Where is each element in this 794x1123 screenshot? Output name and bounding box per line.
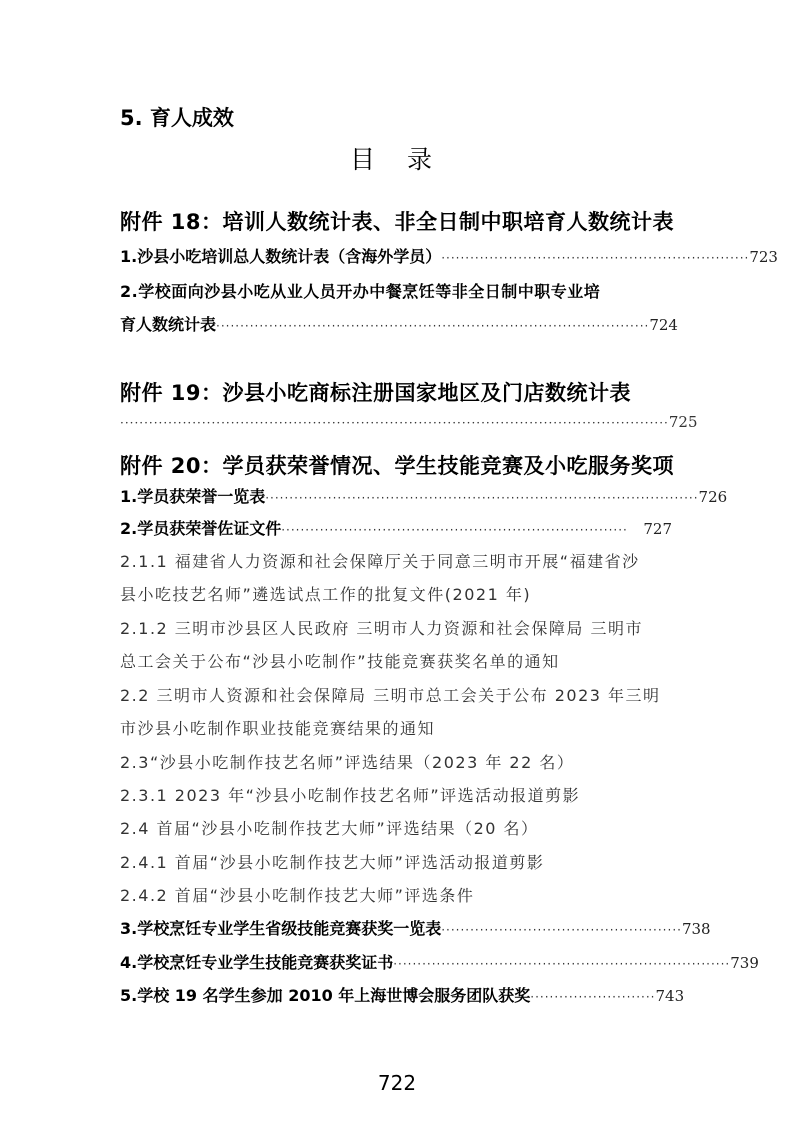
leader-dots: ·················································· [441, 923, 682, 937]
toc-entry-label: 2.学员获荣誉佐证文件 [120, 519, 282, 538]
toc-entry-page: 727 [643, 520, 672, 538]
section-heading: 5. 育人成效 [120, 106, 234, 130]
toc-entry-label: 5.学校 19 名学生参加 2010 年上海世博会服务团队获奖 [120, 986, 531, 1005]
leader-dots: ·························································································· [265, 491, 699, 505]
toc-entry-page: 738 [681, 920, 711, 938]
toc-subentry[interactable]: 2.3“沙县小吃制作技艺名师”评选结果（2023 年 22 名） [120, 753, 575, 772]
leader-dots: ······································································ [393, 957, 731, 971]
attachment-20-heading: 附件 20：学员获荣誉情况、学生技能竞赛及小吃服务奖项 [120, 454, 675, 478]
toc-subentry[interactable]: 县小吃技艺名师”遴选试点工作的批复文件(2021 年) [120, 585, 532, 604]
attachment-18-heading: 附件 18：培训人数统计表、非全日制中职培育人数统计表 [120, 210, 675, 234]
toc-entry-page: 743 [655, 987, 685, 1005]
toc-entry-att20-5[interactable] [120, 984, 685, 1008]
toc-subentry[interactable]: 总工会关于公布“沙县小吃制作”技能竞赛获奖名单的通知 [120, 652, 560, 671]
toc-subentry[interactable]: 市沙县小吃制作职业技能竞赛结果的通知 [120, 719, 436, 738]
toc-title: 目 录 [350, 145, 444, 174]
toc-subentry[interactable]: 2.1.2 三明市沙县区人民政府 三明市人力资源和社会保障局 三明市 [120, 619, 643, 638]
toc-subentry[interactable]: 2.4.1 首届“沙县小吃制作技艺大师”评选活动报道剪影 [120, 853, 545, 872]
toc-subentry[interactable]: 2.4 首届“沙县小吃制作技艺大师”评选结果（20 名） [120, 819, 539, 838]
toc-entry-label: 3.学校烹饪专业学生省级技能竞赛获奖一览表 [120, 919, 442, 938]
toc-entry-label: 1.学员获荣誉一览表 [120, 487, 266, 506]
toc-entry-label: 育人数统计表 [120, 315, 217, 334]
toc-entry-page: 723 [749, 248, 778, 266]
toc-entry-label: 4.学校烹饪专业学生技能竞赛获奖证书 [120, 953, 394, 972]
leader-dots: ·························································································· [216, 319, 650, 333]
toc-entry-att20-2[interactable] [120, 517, 672, 541]
leader-dots: ········································································ [281, 523, 628, 537]
toc-entry-page: 724 [649, 316, 678, 334]
toc-subentry[interactable]: 2.1.1 福建省人力资源和社会保障厅关于同意三明市开展“福建省沙 [120, 552, 640, 571]
toc-subentry[interactable]: 2.3.1 2023 年“沙县小吃制作技艺名师”评选活动报道剪影 [120, 786, 581, 805]
leader-dots: ·························· [530, 990, 656, 1004]
page-number: 722 [377, 1071, 417, 1095]
toc-entry-att18-1[interactable] [120, 245, 778, 269]
toc-entry-att19[interactable] [120, 413, 698, 431]
leader-dots: ································································ [441, 251, 750, 265]
toc-entry-att20-3[interactable] [120, 917, 711, 941]
toc-entry-att18-2[interactable] [120, 313, 678, 337]
attachment-19-heading: 附件 19：沙县小吃商标注册国家地区及门店数统计表 [120, 381, 632, 405]
leader-dots: ·················································································································· [120, 416, 669, 430]
toc-entry-page: 725 [668, 413, 698, 431]
toc-entry-page: 726 [698, 488, 728, 506]
toc-subentry[interactable]: 2.2 三明市人资源和社会保障局 三明市总工会关于公布 2023 年三明 [120, 686, 661, 705]
toc-entry-att20-4[interactable] [120, 951, 759, 975]
toc-subentry[interactable]: 2.4.2 首届“沙县小吃制作技艺大师”评选条件 [120, 886, 475, 905]
toc-entry-att18-2-line1[interactable]: 2.学校面向沙县小吃从业人员开办中餐烹饪等非全日制中职专业培 [120, 282, 601, 301]
toc-entry-label: 1.沙县小吃培训总人数统计表（含海外学员） [120, 247, 442, 266]
toc-entry-att20-1[interactable] [120, 485, 728, 509]
toc-entry-page: 739 [730, 954, 759, 972]
